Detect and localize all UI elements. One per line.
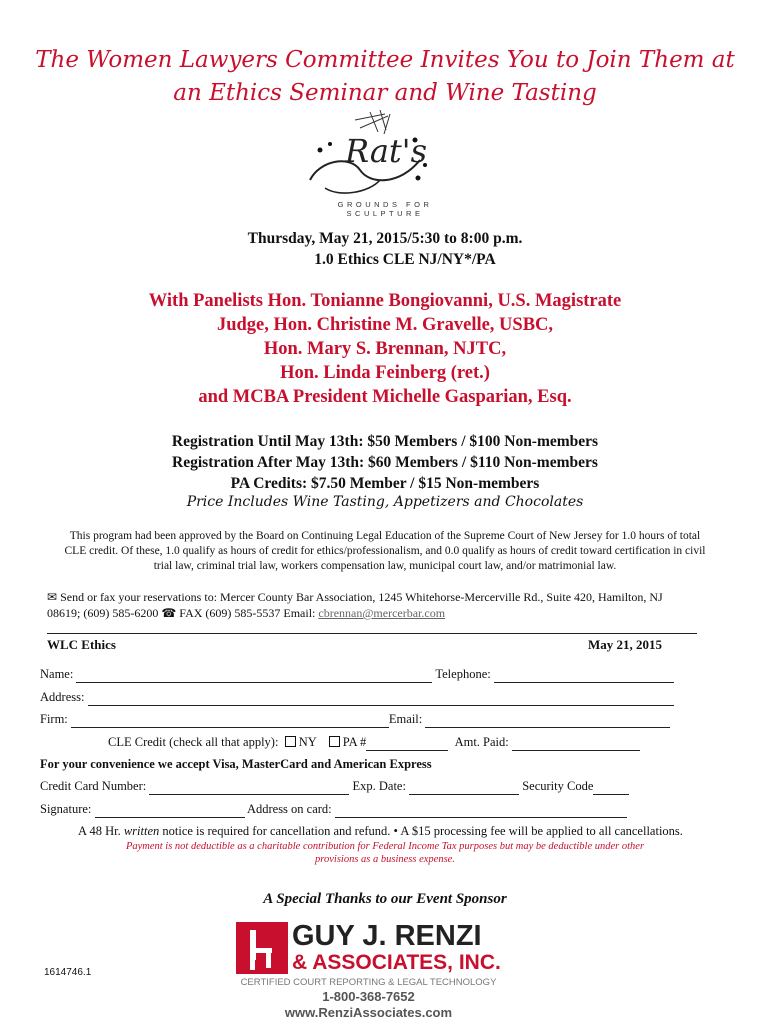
payment-note-2: provisions as a business expense. — [315, 854, 455, 865]
firm-label: Firm: — [40, 712, 68, 726]
pa-label: PA # — [342, 735, 367, 749]
form-heading: WLC Ethics — [47, 637, 116, 652]
event-cle: 1.0 Ethics CLE NJ/NY*/PA — [314, 251, 496, 268]
row-firm — [40, 712, 720, 728]
sponsor-name-2: & ASSOCIATES, INC. — [292, 951, 501, 974]
cancellation-notice — [78, 824, 758, 839]
signature-field[interactable] — [95, 802, 245, 818]
event-date-time: Thursday, May 21, 2015/5:30 to 8:00 p.m. — [247, 230, 523, 247]
contact-block — [47, 589, 737, 621]
panelists-line-5: and MCBA President Michelle Gasparian, Esq. — [198, 387, 572, 407]
panelists-line-3: Hon. Mary S. Brennan, NJTC, — [263, 339, 507, 359]
amt-paid-label: Amt. Paid: — [454, 735, 509, 749]
email-label: Email: — [388, 712, 423, 726]
security-code-label: Security Code — [522, 779, 594, 793]
notice-text-a: A 48 Hr. — [78, 824, 121, 838]
sponsor-phone: 1-800-368-7652 — [322, 989, 415, 1004]
pricing-note: Price Includes Wine Tasting, Appetizers and Chocolates — [186, 494, 584, 510]
row-credit-card — [40, 779, 720, 795]
panelists-line-1: With Panelists Hon. Tonianne Bongiovanni, U.S. Magistrate — [148, 291, 622, 311]
ny-checkbox[interactable] — [285, 736, 296, 747]
cc-number-field[interactable] — [149, 779, 349, 795]
sponsor-name: GUY J. RENZI — [292, 920, 482, 952]
firm-field[interactable] — [71, 712, 389, 728]
form-divider — [47, 633, 697, 634]
convenience-note: For your convenience we accept Visa, MasterCard and American Express — [40, 757, 432, 771]
rats-logo-text: Rat's — [345, 132, 427, 170]
address-on-card-field[interactable] — [335, 802, 627, 818]
approval-line-1: This program had been approved by the Board on Continuing Legal Education of the Supreme Court of New Jersey for 1.0 hours of total — [69, 530, 701, 542]
envelope-icon: ✉ — [47, 590, 58, 604]
amt-paid-field[interactable] — [512, 735, 640, 751]
approval-line-2: CLE credit. Of these, 1.0 qualify as hours of credit for ethics/professionalism, and 0.0 qualify as hours of credit toward certification in civil — [64, 545, 706, 557]
cc-number-label: Credit Card Number: — [40, 779, 147, 793]
sponsor-web: www.RenziAssociates.com — [284, 1005, 453, 1020]
row-address — [40, 690, 720, 706]
name-field[interactable] — [76, 667, 432, 683]
address-field[interactable] — [88, 690, 674, 706]
payment-note-1: Payment is not deductible as a charitable contribution for Federal Income Tax purposes but may be deductible under other — [125, 841, 645, 852]
panelists-line-2: Judge, Hon. Christine M. Gravelle, USBC, — [216, 315, 554, 335]
venue-caption: GROUNDS FOR SCULPTURE — [337, 200, 433, 218]
renzi-logo-mark — [236, 922, 288, 974]
contact-phone: 08619; (609) 585-6200 — [47, 606, 159, 620]
approval-line-3: trial law, criminal trial law, workers compensation law, municipal court law, and/or matrimonial law. — [153, 560, 617, 572]
security-code-field[interactable] — [593, 779, 629, 795]
telephone-label: Telephone: — [435, 667, 491, 681]
pa-checkbox[interactable] — [329, 736, 340, 747]
pricing-line-3: PA Credits: $7.50 Member / $15 Non-members — [230, 475, 540, 492]
row-name — [40, 667, 720, 683]
signature-label: Signature: — [40, 802, 92, 816]
cle-credit-label: CLE Credit (check all that apply): — [108, 735, 279, 749]
sponsor-tagline: CERTIFIED COURT REPORTING & LEGAL TECHNOLOGY — [240, 977, 497, 988]
pa-number-field[interactable] — [366, 735, 448, 751]
exp-date-label: Exp. Date: — [352, 779, 406, 793]
panelists-line-4: Hon. Linda Feinberg (ret.) — [280, 363, 490, 383]
contact-line-1: Send or fax your reservations to: Mercer County Bar Association, 1245 Whitehorse-Mercerville Rd., Suite 420, Hamilton, NJ — [60, 590, 663, 604]
row-signature — [40, 802, 720, 818]
pricing-line-2: Registration After May 13th: $60 Members / $110 Non-members — [172, 454, 598, 471]
exp-date-field[interactable] — [409, 779, 519, 795]
ny-label: NY — [298, 735, 317, 749]
email-link[interactable]: cbrennan@mercerbar.com — [318, 606, 446, 620]
name-label: Name: — [40, 667, 74, 681]
pricing-line-1: Registration Until May 13th: $50 Members / $100 Non-members — [171, 433, 599, 450]
telephone-icon: ☎ — [161, 606, 177, 620]
telephone-field[interactable] — [494, 667, 674, 683]
notice-text-b: written — [123, 824, 160, 838]
title-line-2: an Ethics Seminar and Wine Tasting — [173, 80, 597, 106]
address-label: Address: — [40, 690, 85, 704]
sponsor-heading: A Special Thanks to our Event Sponsor — [263, 891, 507, 907]
email-field[interactable] — [425, 712, 670, 728]
form-date: May 21, 2015 — [588, 637, 663, 652]
row-cle-credit — [108, 735, 708, 751]
contact-fax: FAX (609) 585-5537 Email: — [179, 606, 316, 620]
notice-text-c: notice is required for cancellation and refund. • A $15 processing fee will be applied to all cancellations. — [162, 824, 683, 838]
title-line-1: The Women Lawyers Committee Invites You to Join Them at — [35, 47, 735, 73]
address-on-card-label: Address on card: — [246, 802, 332, 816]
venue-logo — [300, 110, 470, 218]
chair-icon — [236, 922, 288, 974]
doc-number: 1614746.1 — [44, 967, 92, 978]
